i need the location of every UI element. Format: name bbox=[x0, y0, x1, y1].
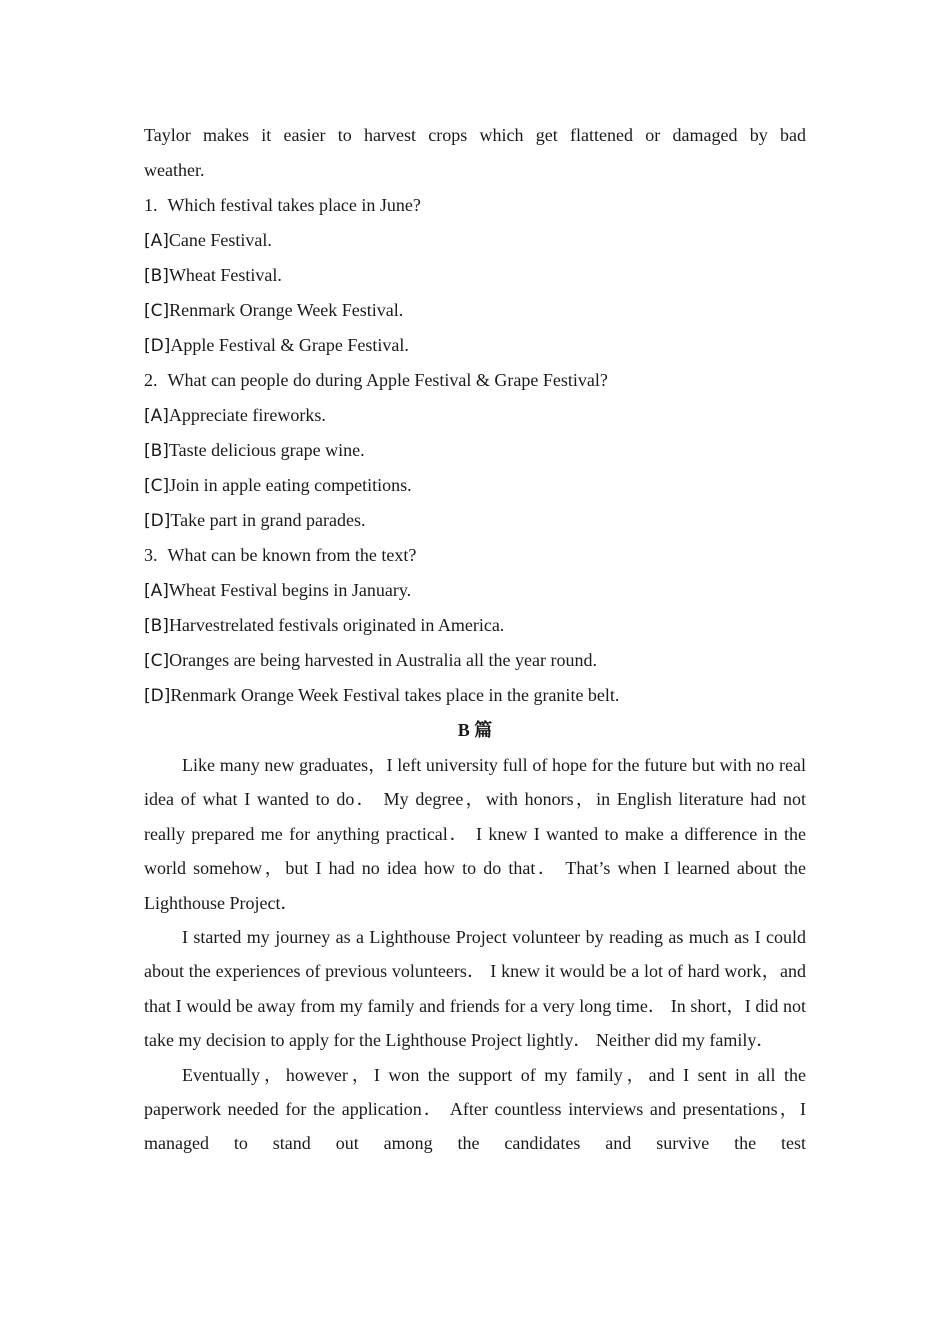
option-label: [B] bbox=[144, 616, 169, 636]
passage-paragraph-1: Like many new graduates，I left university full of hope for the future but with no real idea of what I wanted to do． My degree，with honors，in English literature had not really prepared me for anything practical． I knew I wanted to make a difference in the world somehow，but I had no idea how to do that． That’s when I learned about the Lighthouse Project． bbox=[144, 755, 806, 913]
option-text: Appreciate fireworks. bbox=[168, 405, 326, 425]
option-label: [D] bbox=[144, 686, 171, 706]
option-b bbox=[144, 433, 806, 468]
option-text: Oranges are being harvested in Australia all the year round. bbox=[169, 650, 597, 670]
option-text: Take part in grand parades. bbox=[170, 510, 366, 530]
option-text: Taste delicious grape wine. bbox=[168, 440, 365, 460]
option-label: [C] bbox=[144, 651, 170, 671]
option-c bbox=[144, 293, 806, 328]
question-stem bbox=[144, 363, 806, 398]
question-1 bbox=[144, 188, 806, 363]
option-a bbox=[144, 573, 806, 608]
question-text: Which festival takes place in June? bbox=[167, 195, 421, 215]
option-label: [A] bbox=[144, 231, 169, 251]
option-a bbox=[144, 223, 806, 258]
option-b bbox=[144, 258, 806, 293]
option-label: [B] bbox=[144, 441, 169, 461]
option-text: Wheat Festival. bbox=[168, 265, 282, 285]
option-d bbox=[144, 328, 806, 363]
option-text: Join in apple eating competitions. bbox=[169, 475, 412, 495]
intro-line-1: Taylor makes it easier to harvest crops which get flattened or damaged by bad bbox=[144, 125, 806, 145]
option-text: Harvestrelated festivals originated in America. bbox=[168, 615, 505, 635]
question-number: 2. bbox=[144, 370, 158, 390]
question-text: What can be known from the text? bbox=[167, 545, 417, 565]
question-text: What can people do during Apple Festival & Grape Festival? bbox=[167, 370, 608, 390]
passage-paragraph-3: Eventually，however，I won the support of my family，and I sent in all the paperwork needed for the application． After countless interviews and presentations，I managed to stand out among the candidates and survive the test bbox=[144, 1064, 806, 1154]
question-stem bbox=[144, 538, 806, 573]
document-page bbox=[144, 118, 806, 1161]
question-stem bbox=[144, 188, 806, 223]
option-text: Wheat Festival begins in January. bbox=[168, 580, 412, 600]
option-text: Cane Festival. bbox=[168, 230, 272, 250]
option-label: [C] bbox=[144, 476, 170, 496]
option-d bbox=[144, 678, 806, 713]
option-label: [B] bbox=[144, 266, 169, 286]
option-text: Renmark Orange Week Festival takes place in the granite belt. bbox=[170, 685, 620, 705]
option-b bbox=[144, 608, 806, 643]
question-2 bbox=[144, 363, 806, 538]
intro-line-2: weather. bbox=[144, 160, 205, 180]
question-number: 3. bbox=[144, 545, 158, 565]
option-text: Apple Festival & Grape Festival. bbox=[170, 335, 409, 355]
option-c bbox=[144, 643, 806, 678]
option-label: [C] bbox=[144, 301, 170, 321]
option-c bbox=[144, 468, 806, 503]
option-a bbox=[144, 398, 806, 433]
question-number: 1. bbox=[144, 195, 158, 215]
question-3 bbox=[144, 538, 806, 713]
option-label: [D] bbox=[144, 511, 171, 531]
option-label: [A] bbox=[144, 406, 169, 426]
passage-paragraph-2: I started my journey as a Lighthouse Project volunteer by reading as much as I could about the experiences of previous volunteers． I knew it would be a lot of hard work，and that I would be away from my family and friends for a very long time． In short，I did not take my decision to apply for the Lighthouse Project lightly． Neither did my family． bbox=[144, 927, 806, 1051]
option-d bbox=[144, 503, 806, 538]
option-text: Renmark Orange Week Festival. bbox=[169, 300, 404, 320]
section-b-title: B 篇 bbox=[457, 720, 493, 740]
option-label: [A] bbox=[144, 581, 169, 601]
option-label: [D] bbox=[144, 336, 171, 356]
